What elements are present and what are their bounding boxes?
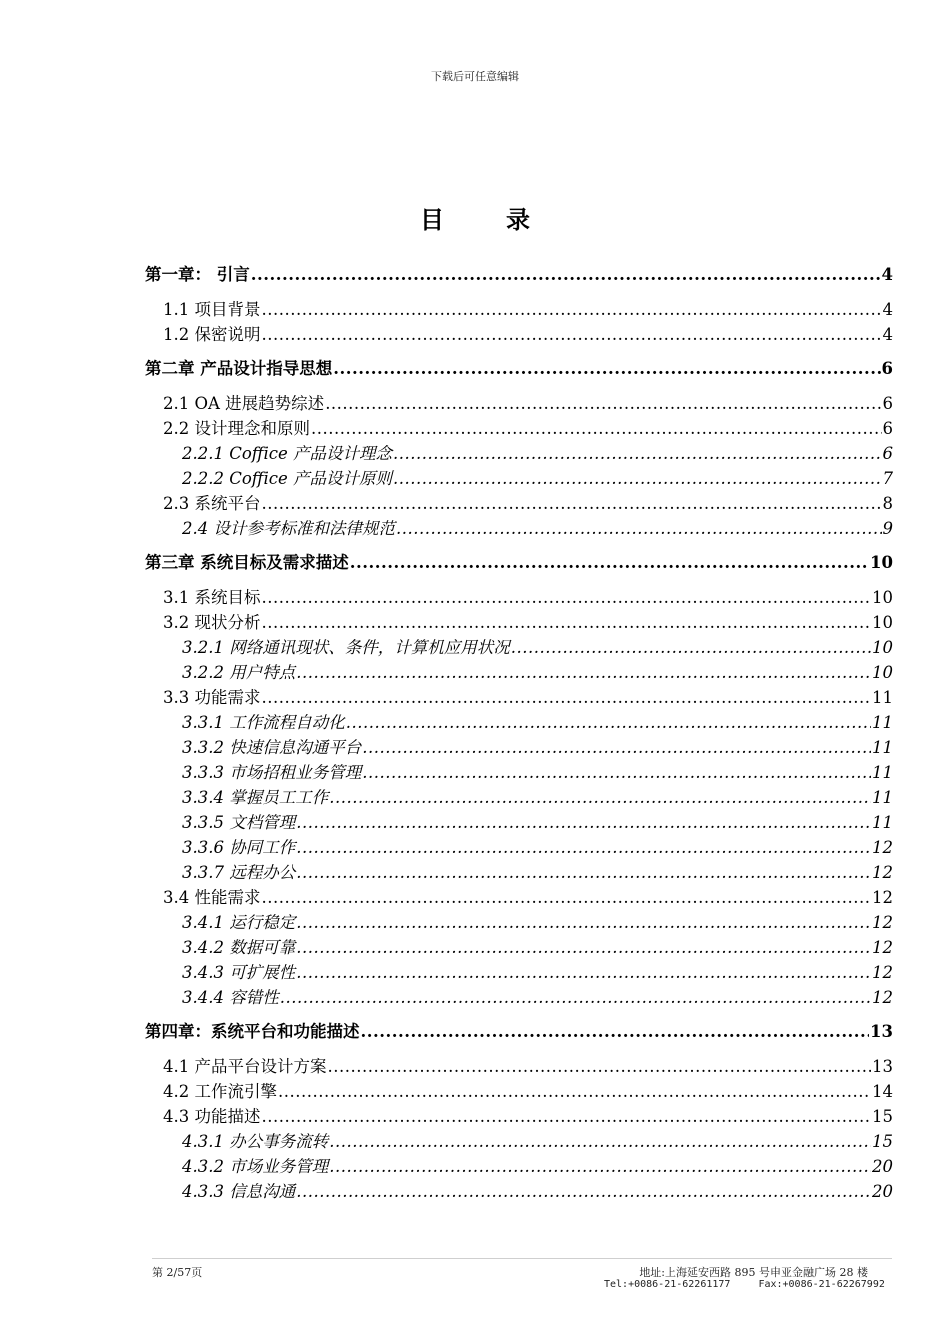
toc-entry-page: 8 <box>882 494 893 513</box>
toc-entry-page: 13 <box>870 1022 893 1041</box>
toc-entry-label: 第三章 系统目标及需求描述 <box>145 553 349 572</box>
toc-entry-page: 6 <box>882 419 893 438</box>
toc-dot-leader <box>251 262 881 287</box>
toc-entry-page: 10 <box>872 638 893 657</box>
toc-entry-label: 4.2 工作流引擎 <box>163 1082 277 1101</box>
toc-entry-label: 第二章 产品设计指导思想 <box>145 359 333 378</box>
toc-entry-page: 10 <box>872 588 893 607</box>
toc-entry-label: 3.3.7 远程办公 <box>182 863 296 882</box>
toc-entry-page: 12 <box>872 913 893 932</box>
toc-dot-leader <box>262 585 872 610</box>
toc-section-entry[interactable] <box>145 635 893 660</box>
toc-entry-label: 3.2.1 网络通讯现状、条件，计算机应用状况 <box>182 638 510 657</box>
toc-entry-page: 6 <box>882 444 893 463</box>
toc-section-entry[interactable] <box>145 441 893 466</box>
toc-entry-page: 14 <box>872 1082 893 1101</box>
toc-section-entry[interactable] <box>145 1129 893 1154</box>
toc-dot-leader <box>280 985 871 1010</box>
toc-title: 目录 <box>420 205 592 234</box>
toc-entry-label: 3.4.3 可扩展性 <box>182 963 296 982</box>
toc-section-entry[interactable] <box>145 585 893 610</box>
toc-entry-label: 4.3.1 办公事务流转 <box>182 1132 329 1151</box>
toc-section-entry[interactable] <box>145 491 893 516</box>
toc-section-entry[interactable] <box>145 960 893 985</box>
toc-entry-label: 3.3.3 市场招租业务管理 <box>182 763 362 782</box>
toc-entry-page: 13 <box>872 1057 893 1076</box>
toc-entry-page: 11 <box>872 763 893 782</box>
toc-entry-page: 11 <box>872 788 893 807</box>
footer-address: 地址:上海延安西路 895 号申亚金融广场 28 楼 <box>639 1266 868 1279</box>
toc-section-entry[interactable] <box>145 685 893 710</box>
toc-dot-leader <box>262 685 872 710</box>
toc-dot-leader <box>296 935 871 960</box>
toc-entry-page: 4 <box>882 325 893 344</box>
toc-section-entry[interactable] <box>145 885 893 910</box>
toc-dot-leader <box>362 760 871 785</box>
toc-entry-label: 3.4.1 运行稳定 <box>182 913 296 932</box>
toc-section-entry[interactable] <box>145 985 893 1010</box>
toc-dot-leader <box>361 1019 870 1044</box>
toc-entry-label: 4.3 功能描述 <box>163 1107 261 1126</box>
toc-entry-label: 4.3.3 信息沟通 <box>182 1182 296 1201</box>
toc-entry-page: 6 <box>881 359 893 378</box>
toc-dot-leader <box>396 516 882 541</box>
toc-entry-label: 1.1 项目背景 <box>163 300 261 319</box>
toc-entry-label: 3.3 功能需求 <box>163 688 261 707</box>
toc-section-entry[interactable] <box>145 1179 893 1204</box>
toc-section-entry[interactable] <box>145 516 893 541</box>
toc-entry-label: 4.1 产品平台设计方案 <box>163 1057 327 1076</box>
toc-entry-page: 15 <box>872 1107 893 1126</box>
toc-section-entry[interactable] <box>145 935 893 960</box>
toc-entry-page: 4 <box>881 265 893 284</box>
toc-section-entry[interactable] <box>145 416 893 441</box>
toc-entry-label: 2.2 设计理念和原则 <box>163 419 310 438</box>
toc-section-entry[interactable] <box>145 860 893 885</box>
toc-dot-leader <box>262 885 872 910</box>
footer-tel: Tel:+0086-21-62261177 <box>604 1279 731 1290</box>
toc-entry-page: 11 <box>872 713 893 732</box>
toc-entry-label: 3.4 性能需求 <box>163 888 261 907</box>
toc-dot-leader <box>362 735 871 760</box>
toc-entry-page: 11 <box>872 813 893 832</box>
toc-entry-page: 12 <box>872 888 893 907</box>
toc-chapter-entry[interactable] <box>145 356 893 382</box>
toc-entry-label: 2.1 OA 进展趋势综述 <box>163 394 325 413</box>
toc-entry-page: 7 <box>882 469 893 488</box>
toc-entry-label: 3.1 系统目标 <box>163 588 261 607</box>
footer-divider <box>152 1258 892 1259</box>
footer-page-number: 第 2/57页 <box>152 1266 203 1279</box>
header-note: 下载后可任意编辑 <box>431 70 519 83</box>
toc-dot-leader <box>296 910 871 935</box>
toc-dot-leader <box>393 441 881 466</box>
toc-section-entry[interactable] <box>145 322 893 347</box>
toc-entry-page: 10 <box>872 663 893 682</box>
toc-dot-leader <box>393 466 881 491</box>
footer-fax: Fax:+0086-21-62267992 <box>758 1279 885 1290</box>
toc-entry-page: 15 <box>872 1132 893 1151</box>
toc-dot-leader <box>329 1154 871 1179</box>
toc-entry-label: 3.3.6 协同工作 <box>182 838 296 857</box>
toc-dot-leader <box>328 1054 872 1079</box>
toc-dot-leader <box>511 635 871 660</box>
toc-section-entry[interactable] <box>145 1154 893 1179</box>
toc-dot-leader <box>311 416 882 441</box>
toc-section-entry[interactable] <box>145 1079 893 1104</box>
toc-dot-leader <box>329 785 871 810</box>
toc-dot-leader <box>346 710 871 735</box>
toc-entry-page: 20 <box>872 1182 893 1201</box>
toc-entry-page: 6 <box>882 394 893 413</box>
toc-dot-leader <box>296 660 871 685</box>
toc-entry-label: 3.2 现状分析 <box>163 613 261 632</box>
toc-entry-page: 4 <box>882 300 893 319</box>
toc-entry-label: 4.3.2 市场业务管理 <box>182 1157 329 1176</box>
table-of-contents <box>145 262 893 1204</box>
toc-entry-label: 3.4.4 容错性 <box>182 988 279 1007</box>
toc-entry-label: 3.3.2 快速信息沟通平台 <box>182 738 362 757</box>
toc-section-entry[interactable] <box>145 660 893 685</box>
toc-entry-page: 12 <box>872 838 893 857</box>
toc-section-entry[interactable] <box>145 391 893 416</box>
toc-section-entry[interactable] <box>145 810 893 835</box>
toc-section-entry[interactable] <box>145 760 893 785</box>
toc-dot-leader <box>296 1179 871 1204</box>
toc-entry-label: 2.3 系统平台 <box>163 494 261 513</box>
toc-dot-leader <box>350 550 869 575</box>
toc-chapter-entry[interactable] <box>145 1019 893 1045</box>
toc-entry-page: 10 <box>870 553 893 572</box>
toc-entry-label: 第一章： 引言 <box>145 265 250 284</box>
toc-section-entry[interactable] <box>145 1054 893 1079</box>
toc-dot-leader <box>296 960 871 985</box>
toc-entry-label: 2.4 设计参考标准和法律规范 <box>182 519 395 538</box>
toc-entry-label: 2.2.1 Coffice 产品设计理念 <box>182 444 393 463</box>
toc-dot-leader <box>262 610 872 635</box>
toc-entry-label: 1.2 保密说明 <box>163 325 261 344</box>
toc-dot-leader <box>296 810 871 835</box>
footer-contacts <box>604 1279 885 1290</box>
toc-entry-label: 3.2.2 用户特点 <box>182 663 296 682</box>
toc-entry-label: 3.3.1 工作流程自动化 <box>182 713 345 732</box>
toc-section-entry[interactable] <box>145 710 893 735</box>
toc-dot-leader <box>296 835 871 860</box>
toc-dot-leader <box>278 1079 871 1104</box>
toc-entry-page: 11 <box>872 738 893 757</box>
toc-section-entry[interactable] <box>145 466 893 491</box>
toc-entry-page: 12 <box>872 988 893 1007</box>
toc-entry-label: 第四章：系统平台和功能描述 <box>145 1022 360 1041</box>
toc-section-entry[interactable] <box>145 1104 893 1129</box>
toc-section-entry[interactable] <box>145 910 893 935</box>
toc-entry-page: 12 <box>872 963 893 982</box>
toc-entry-page: 10 <box>872 613 893 632</box>
toc-dot-leader <box>262 491 882 516</box>
toc-section-entry[interactable] <box>145 785 893 810</box>
toc-dot-leader <box>329 1129 871 1154</box>
toc-dot-leader <box>325 391 881 416</box>
toc-entry-page: 20 <box>872 1157 893 1176</box>
toc-section-entry[interactable] <box>145 610 893 635</box>
toc-dot-leader <box>262 322 882 347</box>
toc-entry-label: 3.3.5 文档管理 <box>182 813 296 832</box>
toc-entry-page: 12 <box>872 863 893 882</box>
toc-chapter-entry[interactable] <box>145 262 893 288</box>
toc-chapter-entry[interactable] <box>145 550 893 576</box>
toc-section-entry[interactable] <box>145 297 893 322</box>
toc-dot-leader <box>333 356 880 381</box>
toc-entry-page: 11 <box>872 688 893 707</box>
toc-entry-page: 9 <box>882 519 893 538</box>
toc-dot-leader <box>296 860 871 885</box>
toc-section-entry[interactable] <box>145 735 893 760</box>
toc-entry-page: 12 <box>872 938 893 957</box>
toc-entry-label: 3.4.2 数据可靠 <box>182 938 296 957</box>
toc-dot-leader <box>262 1104 872 1129</box>
toc-entry-label: 3.3.4 掌握员工工作 <box>182 788 329 807</box>
toc-entry-label: 2.2.2 Coffice 产品设计原则 <box>182 469 393 488</box>
toc-dot-leader <box>262 297 882 322</box>
toc-section-entry[interactable] <box>145 835 893 860</box>
